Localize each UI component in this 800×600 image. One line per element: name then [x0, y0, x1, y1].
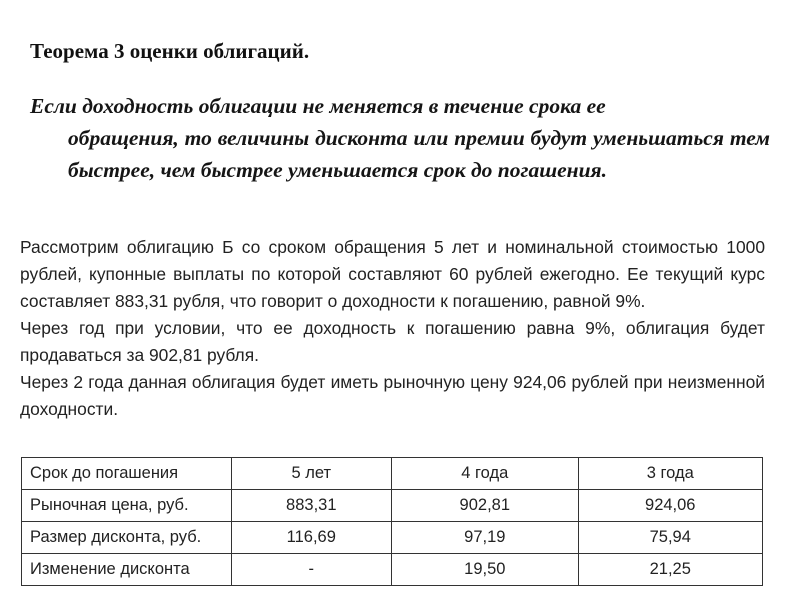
row-label-market-price: Рыночная цена, руб. — [22, 490, 232, 522]
table-cell: 19,50 — [392, 554, 578, 586]
table-row — [22, 554, 763, 586]
row-label-discount-change: Изменение дисконта — [22, 554, 232, 586]
paragraph-bond-description: Рассмотрим облигацию Б со сроком обращения 5 лет и номинальной стоимостью 1000 рублей, купонные выплаты по которой составляют 60 рублей ежегодно. Ее текущий курс составляет 883,31 рубля, что говорит о доходности к погашению, равной 9%. — [20, 237, 765, 311]
theorem-continuation: обращения, то величины дисконта или премии будут уменьшаться тем быстрее, чем быстрее уменьшается срок до погашения. — [68, 126, 770, 182]
table-cell: 116,69 — [231, 522, 392, 554]
table-row — [22, 490, 763, 522]
table-cell: 883,31 — [231, 490, 392, 522]
slide-title: Теорема 3 оценки облигаций. — [30, 39, 310, 63]
table-cell: 902,81 — [392, 490, 578, 522]
table-cell: 4 года — [392, 458, 578, 490]
table-cell: 3 года — [578, 458, 762, 490]
table-cell: 924,06 — [578, 490, 762, 522]
paragraph-year-two: Через 2 года данная облигация будет иметь рыночную цену 924,06 рублей при неизменной доходности. — [20, 372, 765, 419]
table-row — [22, 458, 763, 490]
row-label-term: Срок до погашения — [22, 458, 232, 490]
discount-table — [21, 457, 763, 586]
table-cell: - — [231, 554, 392, 586]
table-cell: 75,94 — [578, 522, 762, 554]
row-label-discount-size: Размер дисконта, руб. — [22, 522, 232, 554]
theorem-statement — [30, 90, 770, 186]
paragraph-year-one: Через год при условии, что ее доходность к погашению равна 9%, облигация будет продаваться за 902,81 рубля. — [20, 318, 765, 365]
table-cell: 5 лет — [231, 458, 392, 490]
table-cell: 21,25 — [578, 554, 762, 586]
theorem-first-line: Если доходность облигации не меняется в течение срока ее — [30, 94, 606, 118]
example-text — [20, 234, 765, 423]
table-cell: 97,19 — [392, 522, 578, 554]
table-row — [22, 522, 763, 554]
